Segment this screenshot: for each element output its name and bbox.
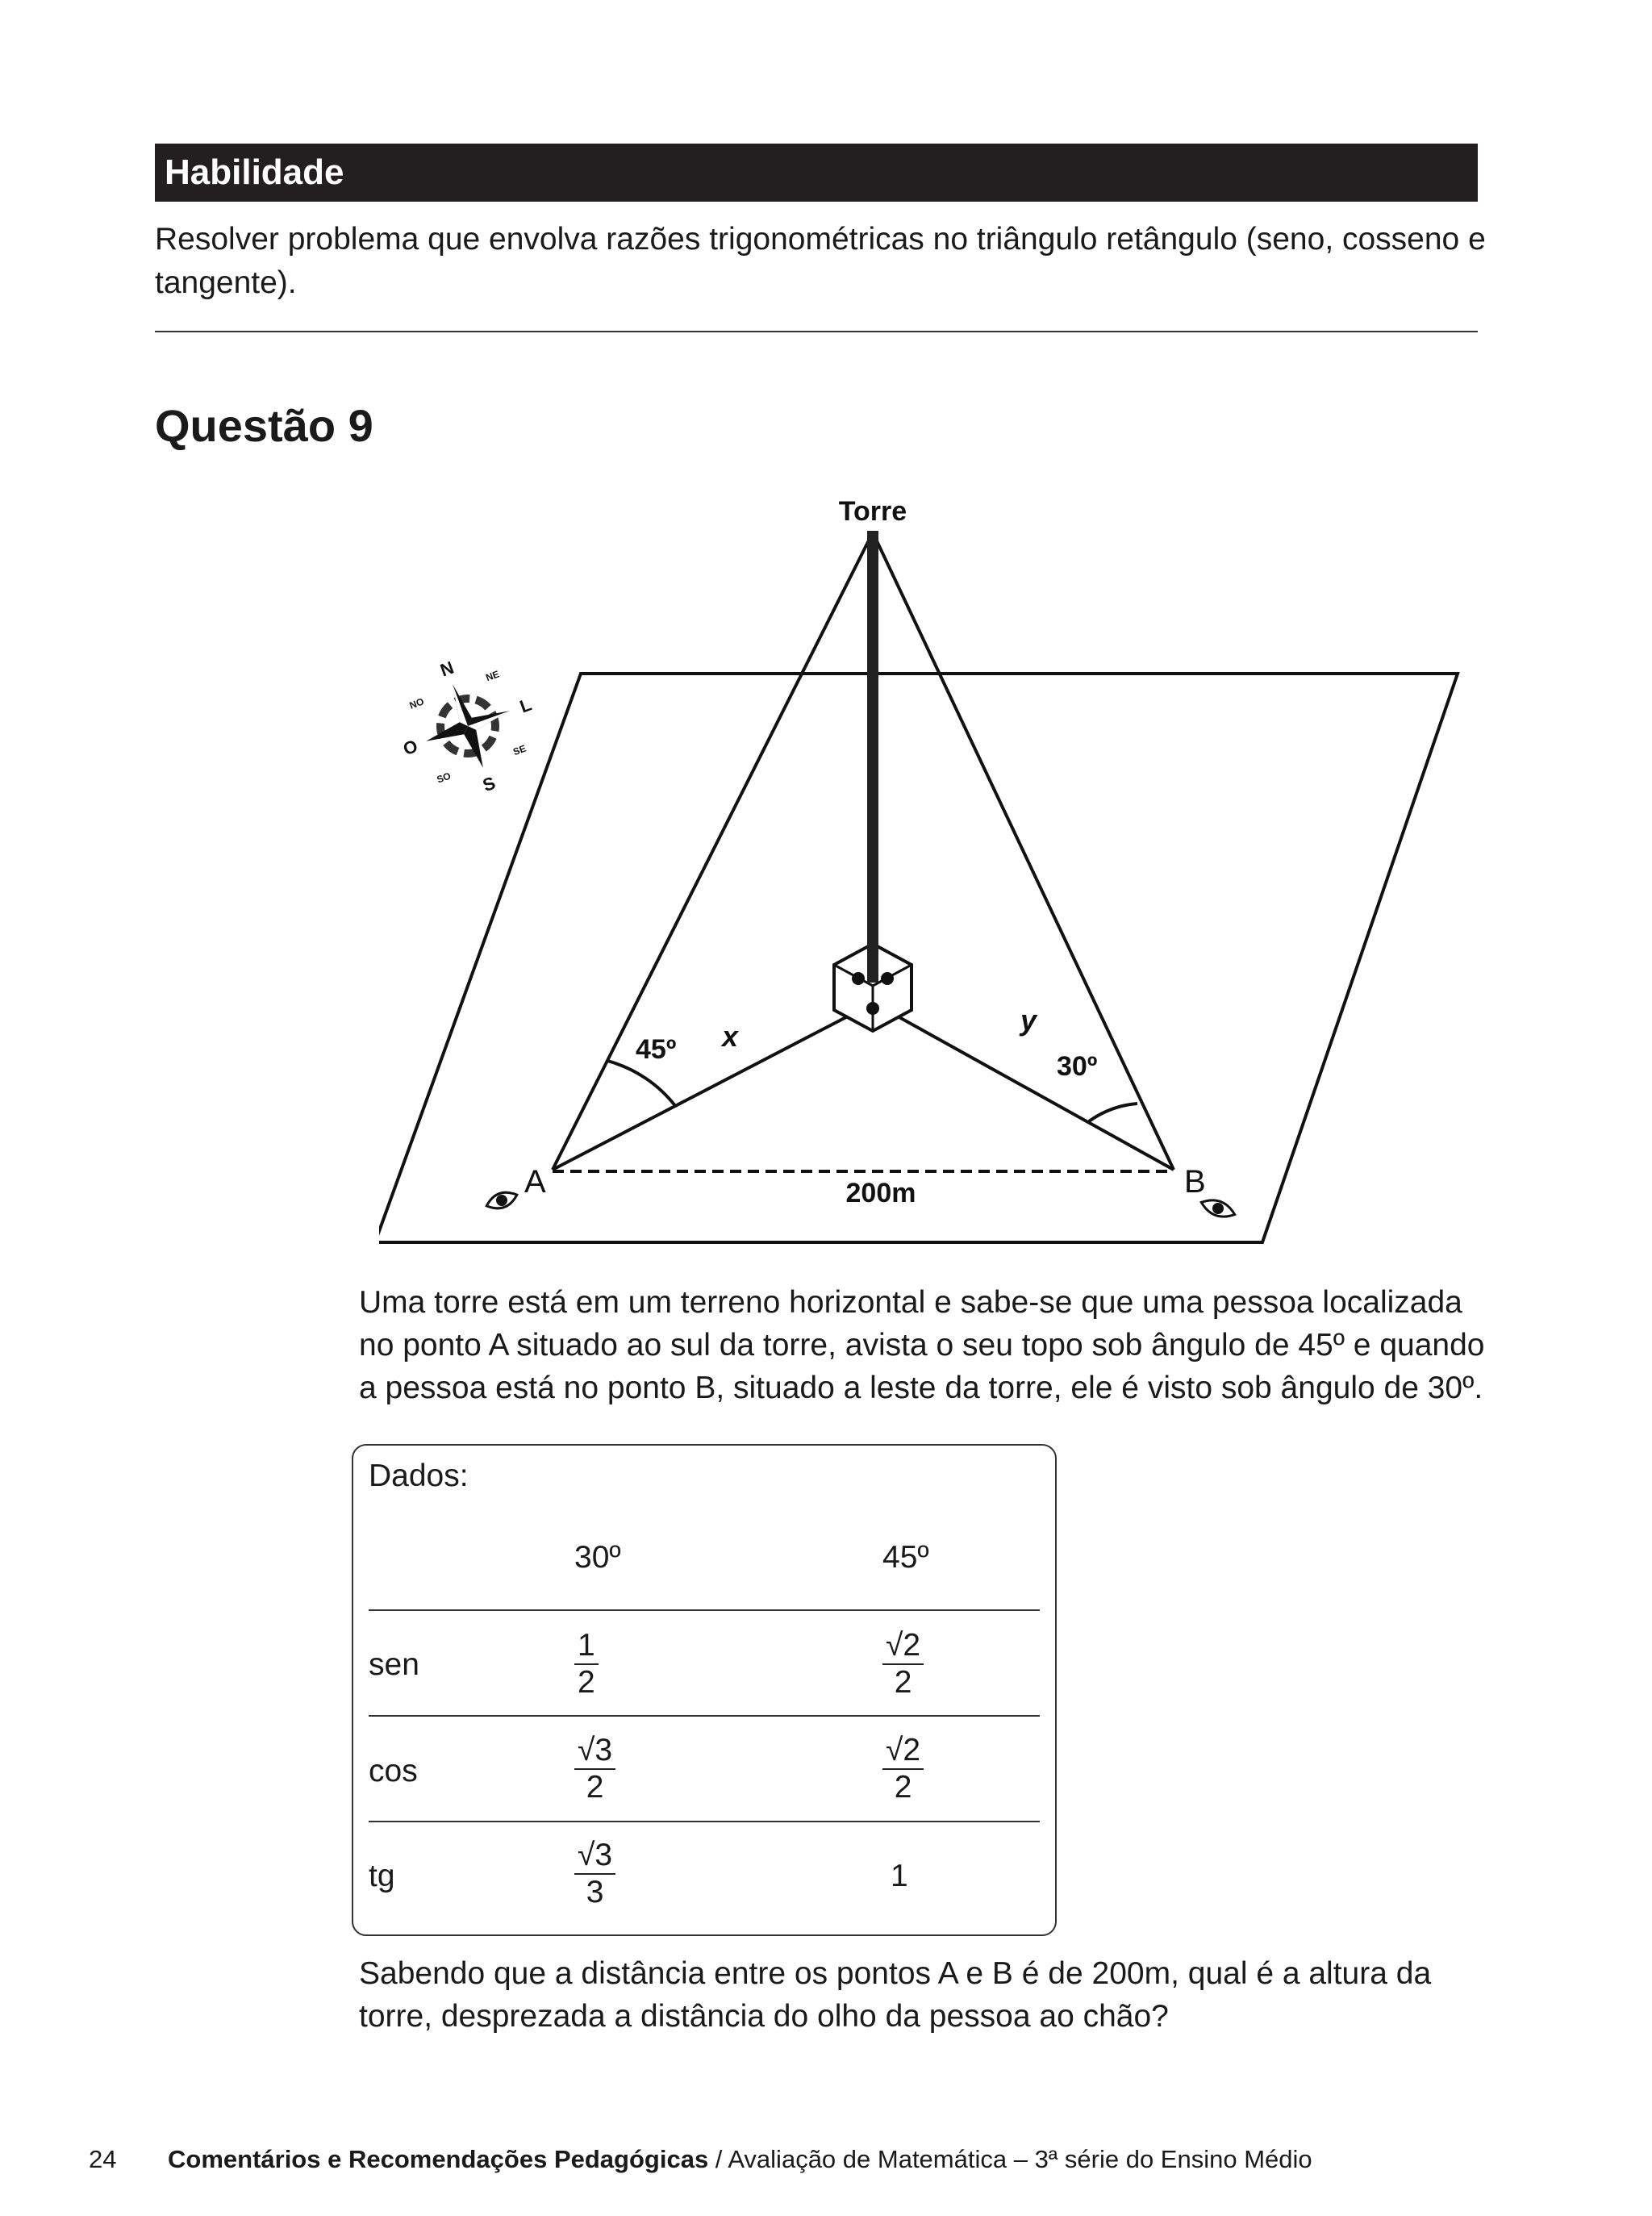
footer-rest: / Avaliação de Matemática – 3ª série do Ensino Médio	[708, 2145, 1312, 2173]
divider	[155, 331, 1478, 332]
angle-a-label: 45º	[636, 1034, 677, 1065]
habilidade-text: Resolver problema que envolva razões trigonométricas no triângulo retângulo (seno, cosseno e tangente).	[155, 222, 1486, 300]
line-x	[553, 1008, 863, 1170]
compass-so: SO	[435, 770, 453, 786]
angle-arc-b	[1089, 1104, 1137, 1121]
compass-ne: NE	[484, 668, 501, 684]
value-cos-30: √3 2	[574, 1733, 615, 1805]
row-label-cos: cos	[369, 1754, 418, 1788]
habilidade-title: Habilidade	[165, 152, 344, 192]
compass-rose-icon	[379, 636, 555, 817]
footer-text	[168, 2142, 1312, 2177]
point-a-label: A	[524, 1164, 546, 1200]
habilidade-bar	[155, 144, 1478, 202]
value-tg-45: 1	[891, 1859, 908, 1893]
tower-figure	[379, 484, 1468, 1250]
dados-title: Dados:	[369, 1459, 469, 1493]
value-cos-45: √2 2	[882, 1733, 924, 1805]
tower-pole	[867, 531, 878, 983]
ground-plane	[379, 674, 1458, 1242]
eye-icon	[484, 1188, 519, 1213]
side-x-label: x	[722, 1020, 739, 1053]
row-label-tg: tg	[369, 1859, 395, 1893]
table-rule	[369, 1821, 1040, 1822]
value-tg-30: √3 3	[574, 1838, 615, 1910]
compass-o: O	[400, 735, 421, 760]
compass-l: L	[516, 694, 535, 717]
angle-arc-a	[607, 1061, 676, 1107]
side-y-label: y	[1020, 1004, 1037, 1037]
distance-label: 200m	[845, 1178, 916, 1208]
angle-b-label: 30º	[1057, 1051, 1098, 1082]
compass-no: NO	[407, 695, 426, 712]
value-sen-30: 1 2	[574, 1628, 599, 1701]
compass-n: N	[437, 657, 457, 681]
question-paragraph: Uma torre está em um terreno horizontal e sabe-se que uma pessoa localizada no ponto A situado ao sul da torre, avista o seu topo sob ângulo de 45º e quando a pessoa está no ponto B, situado a leste da torre, ele é visto sob ângulo de 30º.	[359, 1285, 1485, 1405]
compass-se: SE	[511, 742, 528, 758]
col-header-45: 45º	[882, 1540, 929, 1575]
col-header-30: 30º	[574, 1540, 621, 1575]
value-sen-45: √2 2	[882, 1628, 924, 1701]
table-rule	[369, 1715, 1040, 1717]
point-b-label: B	[1184, 1164, 1206, 1200]
footer-bold: Comentários e Recomendações Pedagógicas	[168, 2145, 709, 2173]
table-rule	[369, 1609, 1040, 1611]
page-number: 24	[89, 2145, 117, 2173]
line-a-top	[553, 532, 873, 1170]
line-b-top	[873, 532, 1174, 1170]
dados-box	[352, 1444, 1057, 1936]
row-label-sen: sen	[369, 1647, 419, 1682]
tower-label: Torre	[838, 496, 907, 527]
question-final: Sabendo que a distância entre os pontos A e B é de 200m, qual é a altura da torre, desprezada a distância do olho da pessoa ao chão?	[359, 1956, 1432, 2034]
compass-s: S	[479, 772, 499, 796]
question-title: Questão 9	[155, 400, 373, 451]
